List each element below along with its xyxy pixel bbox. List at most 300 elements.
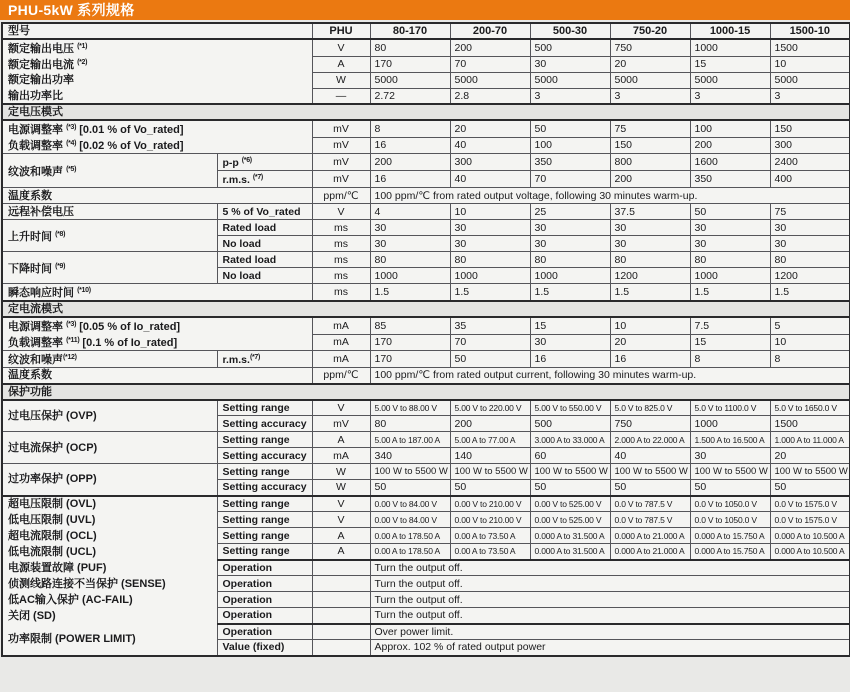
row-label: 上升时间 $^{(*8)}$ bbox=[2, 220, 217, 252]
value-cell: 0.000 A to 15.750 A bbox=[690, 544, 770, 560]
value-cell: 10 bbox=[770, 334, 850, 351]
table-row bbox=[2, 432, 850, 448]
value-cell: 100 bbox=[690, 120, 770, 137]
value-cell: 750 bbox=[610, 416, 690, 432]
value-cell: 5000 bbox=[690, 72, 770, 88]
value-cell: 0.000 A to 10.500 A bbox=[770, 528, 850, 544]
value-cell: 2.72 bbox=[370, 88, 450, 104]
value-cell: 10 bbox=[770, 56, 850, 72]
table-row bbox=[2, 351, 850, 368]
value-cell: 30 bbox=[530, 236, 610, 252]
column-header: 1500-10 bbox=[770, 23, 850, 39]
value-cell: 200 bbox=[370, 154, 450, 171]
value-cell: 20 bbox=[610, 56, 690, 72]
footnote-marker: (*9) bbox=[55, 262, 66, 270]
row-sublabel: Operation bbox=[217, 560, 312, 576]
value-span-cell: Turn the output off. bbox=[370, 560, 850, 576]
row-unit: V bbox=[312, 204, 370, 220]
value-span-cell: Turn the output off. bbox=[370, 576, 850, 592]
row-label: 低AC输入保护 (AC-FAIL) bbox=[2, 592, 217, 608]
row-unit bbox=[312, 608, 370, 624]
value-cell: 20 bbox=[770, 448, 850, 464]
value-cell: 5000 bbox=[450, 72, 530, 88]
table-row bbox=[2, 317, 850, 334]
value-cell: 200 bbox=[450, 416, 530, 432]
value-cell: 15 bbox=[690, 56, 770, 72]
value-cell: 75 bbox=[770, 204, 850, 220]
value-cell: 2.8 bbox=[450, 88, 530, 104]
value-cell: 80 bbox=[610, 252, 690, 268]
row-sublabel: Rated load bbox=[217, 220, 312, 236]
value-cell: 8 bbox=[370, 120, 450, 137]
value-cell: 0.0 V to 1575.0 V bbox=[770, 496, 850, 512]
row-label: 瞬态响应时间 $^{(*10)}$ bbox=[2, 284, 312, 302]
row-label: 纹波和噪声 $^{(*5)}$ bbox=[2, 154, 217, 188]
value-cell: 0.00 A to 73.50 A bbox=[450, 528, 530, 544]
value-cell: 2400 bbox=[770, 154, 850, 171]
value-cell: 1.000 A to 11.000 A bbox=[770, 432, 850, 448]
spec-table-body bbox=[2, 23, 850, 656]
value-cell: 5000 bbox=[530, 72, 610, 88]
table-row bbox=[2, 120, 850, 137]
row-sublabel: p-p $^{(*6)}$ bbox=[217, 154, 312, 171]
value-cell: 70 bbox=[530, 171, 610, 188]
row-sublabel: Setting range bbox=[217, 528, 312, 544]
row-label: 超电压限制 (OVL) bbox=[2, 496, 217, 512]
row-unit: W bbox=[312, 464, 370, 480]
row-unit: mV bbox=[312, 171, 370, 188]
value-cell: 0.0 V to 1575.0 V bbox=[770, 512, 850, 528]
value-cell: 75 bbox=[610, 120, 690, 137]
row-unit: ms bbox=[312, 284, 370, 302]
value-cell: 80 bbox=[770, 252, 850, 268]
title-bar bbox=[0, 0, 850, 20]
row-unit: mV bbox=[312, 137, 370, 154]
column-header: 750-20 bbox=[610, 23, 690, 39]
section-row bbox=[2, 104, 850, 120]
value-cell: 150 bbox=[770, 120, 850, 137]
value-cell: 1000 bbox=[690, 39, 770, 56]
row-label: 过功率保护 (OPP) bbox=[2, 464, 217, 496]
value-cell: 5.0 V to 1650.0 V bbox=[770, 400, 850, 416]
footnote-marker: (*3) bbox=[66, 321, 77, 328]
row-unit: ppm/℃ bbox=[312, 368, 370, 384]
value-cell: 1000 bbox=[690, 416, 770, 432]
row-unit: — bbox=[312, 88, 370, 104]
row-sublabel: Setting range bbox=[217, 512, 312, 528]
row-unit bbox=[312, 560, 370, 576]
value-cell: 50 bbox=[530, 480, 610, 496]
value-cell: 70 bbox=[450, 56, 530, 72]
value-cell: 0.00 A to 73.50 A bbox=[450, 544, 530, 560]
value-cell: 1000 bbox=[690, 268, 770, 284]
value-cell: 50 bbox=[690, 204, 770, 220]
value-cell: 50 bbox=[770, 480, 850, 496]
row-label: 额定输出功率 bbox=[2, 72, 312, 88]
value-cell: 750 bbox=[610, 39, 690, 56]
value-cell: 0.000 A to 21.000 A bbox=[610, 528, 690, 544]
value-cell: 500 bbox=[530, 39, 610, 56]
footnote-marker: (*10) bbox=[77, 287, 91, 294]
footnote-marker: (*4) bbox=[66, 140, 77, 147]
value-cell: 170 bbox=[370, 351, 450, 368]
column-header-model: 型号 bbox=[2, 23, 312, 39]
value-cell: 15 bbox=[530, 317, 610, 334]
value-cell: 500 bbox=[530, 416, 610, 432]
value-cell: 85 bbox=[370, 317, 450, 334]
row-unit bbox=[312, 576, 370, 592]
value-cell: 1000 bbox=[450, 268, 530, 284]
value-cell: 80 bbox=[370, 416, 450, 432]
value-cell: 40 bbox=[450, 137, 530, 154]
row-unit: ms bbox=[312, 268, 370, 284]
value-cell: 0.00 V to 84.00 V bbox=[370, 496, 450, 512]
row-sublabel: Setting range bbox=[217, 432, 312, 448]
value-cell: 80 bbox=[370, 39, 450, 56]
value-cell: 30 bbox=[450, 236, 530, 252]
value-cell: 1200 bbox=[610, 268, 690, 284]
row-sublabel: r.m.s.$^{(*7)}$ bbox=[217, 351, 312, 368]
row-unit bbox=[312, 640, 370, 656]
value-cell: 5.0 V to 825.0 V bbox=[610, 400, 690, 416]
row-unit: mV bbox=[312, 120, 370, 137]
row-label: 低电流限制 (UCL) bbox=[2, 544, 217, 560]
value-cell: 150 bbox=[610, 137, 690, 154]
value-cell: 30 bbox=[370, 220, 450, 236]
value-cell: 5.00 V to 550.00 V bbox=[530, 400, 610, 416]
value-cell: 30 bbox=[610, 236, 690, 252]
table-row bbox=[2, 608, 850, 624]
value-span-cell: Turn the output off. bbox=[370, 608, 850, 624]
row-sublabel: No load bbox=[217, 236, 312, 252]
value-cell: 0.0 V to 787.5 V bbox=[610, 496, 690, 512]
table-row bbox=[2, 592, 850, 608]
footnote-marker: (*7) bbox=[249, 354, 261, 361]
row-unit: W bbox=[312, 72, 370, 88]
row-sublabel: Operation bbox=[217, 608, 312, 624]
row-sublabel: Setting range bbox=[217, 464, 312, 480]
section-header: 保护功能 bbox=[2, 384, 850, 400]
value-cell: 50 bbox=[370, 480, 450, 496]
value-cell: 1.5 bbox=[450, 284, 530, 302]
value-cell: 140 bbox=[450, 448, 530, 464]
value-cell: 5.00 V to 220.00 V bbox=[450, 400, 530, 416]
table-row bbox=[2, 188, 850, 204]
value-cell: 0.00 V to 210.00 V bbox=[450, 512, 530, 528]
row-unit: A bbox=[312, 528, 370, 544]
row-unit: ms bbox=[312, 220, 370, 236]
row-label: 关闭 (SD) bbox=[2, 608, 217, 624]
value-cell: 0.000 A to 31.500 A bbox=[530, 544, 610, 560]
footnote-marker: (*5) bbox=[66, 165, 77, 173]
value-cell: 5.0 V to 1100.0 V bbox=[690, 400, 770, 416]
value-cell: 30 bbox=[450, 220, 530, 236]
value-cell: 30 bbox=[770, 220, 850, 236]
row-label: 过电压保护 (OVP) bbox=[2, 400, 217, 432]
table-row bbox=[2, 496, 850, 512]
spec-table bbox=[1, 22, 850, 657]
value-cell: 1600 bbox=[690, 154, 770, 171]
value-cell: 170 bbox=[370, 334, 450, 351]
value-cell: 15 bbox=[690, 334, 770, 351]
row-unit: ms bbox=[312, 236, 370, 252]
table-row bbox=[2, 137, 850, 154]
value-cell: 80 bbox=[370, 252, 450, 268]
value-cell: 3 bbox=[770, 88, 850, 104]
value-cell: 100 bbox=[530, 137, 610, 154]
value-cell: 30 bbox=[530, 220, 610, 236]
footnote-marker: (*7) bbox=[252, 174, 263, 181]
row-label: 负载调整率 $^{(*4)}$ [0.02 % of Vo_rated] bbox=[2, 137, 312, 154]
row-sublabel: Rated load bbox=[217, 252, 312, 268]
value-cell: 350 bbox=[530, 154, 610, 171]
value-cell: 1.5 bbox=[370, 284, 450, 302]
column-header: 500-30 bbox=[530, 23, 610, 39]
value-cell: 80 bbox=[690, 252, 770, 268]
row-unit: ppm/℃ bbox=[312, 188, 370, 204]
value-cell: 0.000 A to 21.000 A bbox=[610, 544, 690, 560]
value-cell: 16 bbox=[370, 137, 450, 154]
row-label: 纹波和噪声$^{(*12)}$ bbox=[2, 351, 217, 368]
value-cell: 8 bbox=[690, 351, 770, 368]
value-cell: 30 bbox=[690, 236, 770, 252]
value-cell: 200 bbox=[450, 39, 530, 56]
value-cell: 60 bbox=[530, 448, 610, 464]
row-label: 电源调整率 $^{(*3)}$ [0.05 % of Io_rated] bbox=[2, 317, 312, 334]
table-row bbox=[2, 56, 850, 72]
section-header: 定电压模式 bbox=[2, 104, 850, 120]
value-cell: 37.5 bbox=[610, 204, 690, 220]
value-cell: 170 bbox=[370, 56, 450, 72]
value-cell: 5.00 V to 88.00 V bbox=[370, 400, 450, 416]
value-cell: 3 bbox=[690, 88, 770, 104]
row-label: 超电流限制 (OCL) bbox=[2, 528, 217, 544]
row-unit: mV bbox=[312, 416, 370, 432]
value-cell: 16 bbox=[530, 351, 610, 368]
table-row bbox=[2, 560, 850, 576]
row-sublabel: Operation bbox=[217, 576, 312, 592]
value-span-cell: Over power limit. bbox=[370, 624, 850, 640]
value-cell: 10 bbox=[450, 204, 530, 220]
table-row bbox=[2, 23, 850, 39]
value-cell: 100 W to 5500 W bbox=[370, 464, 450, 480]
value-cell: 35 bbox=[450, 317, 530, 334]
row-unit bbox=[312, 624, 370, 640]
value-cell: 40 bbox=[610, 448, 690, 464]
row-sublabel: Setting accuracy bbox=[217, 448, 312, 464]
row-label: 低电压限制 (UVL) bbox=[2, 512, 217, 528]
value-cell: 5000 bbox=[610, 72, 690, 88]
value-cell: 0.00 V to 84.00 V bbox=[370, 512, 450, 528]
value-cell: 16 bbox=[610, 351, 690, 368]
value-cell: 300 bbox=[450, 154, 530, 171]
value-cell: 1500 bbox=[770, 416, 850, 432]
value-span-cell: Turn the output off. bbox=[370, 592, 850, 608]
value-cell: 1000 bbox=[530, 268, 610, 284]
footnote-marker: (*2) bbox=[77, 59, 88, 66]
footnote-marker: (*8) bbox=[55, 230, 66, 238]
value-cell: 50 bbox=[610, 480, 690, 496]
value-cell: 400 bbox=[770, 171, 850, 188]
footnote-marker: (*6) bbox=[241, 157, 252, 164]
column-header: 80-170 bbox=[370, 23, 450, 39]
value-cell: 1500 bbox=[770, 39, 850, 56]
row-unit: mV bbox=[312, 154, 370, 171]
value-cell: 0.000 A to 10.500 A bbox=[770, 544, 850, 560]
row-label: 温度系数 bbox=[2, 368, 312, 384]
column-header: 1000-15 bbox=[690, 23, 770, 39]
value-span-cell: Approx. 102 % of rated output power bbox=[370, 640, 850, 656]
row-unit: mA bbox=[312, 317, 370, 334]
value-cell: 0.0 V to 1050.0 V bbox=[690, 512, 770, 528]
value-cell: 0.00 V to 525.00 V bbox=[530, 496, 610, 512]
value-cell: 800 bbox=[610, 154, 690, 171]
row-label: 电源装置故障 (PUF) bbox=[2, 560, 217, 576]
footnote-marker: (*12) bbox=[63, 354, 77, 361]
section-header: 定电流模式 bbox=[2, 301, 850, 317]
value-cell: 0.00 A to 178.50 A bbox=[370, 544, 450, 560]
value-cell: 80 bbox=[450, 252, 530, 268]
value-span-cell: 100 ppm/℃ from rated output current, following 30 minutes warm-up. bbox=[370, 368, 850, 384]
section-row bbox=[2, 384, 850, 400]
value-cell: 10 bbox=[610, 317, 690, 334]
row-label: 侦测线路连接不当保护 (SENSE) bbox=[2, 576, 217, 592]
value-cell: 50 bbox=[690, 480, 770, 496]
table-row bbox=[2, 204, 850, 220]
row-unit: V bbox=[312, 39, 370, 56]
value-cell: 1000 bbox=[370, 268, 450, 284]
table-row bbox=[2, 400, 850, 416]
footnote-marker: (*1) bbox=[77, 43, 88, 50]
value-cell: 0.0 V to 1050.0 V bbox=[690, 496, 770, 512]
row-unit: W bbox=[312, 480, 370, 496]
row-unit: A bbox=[312, 432, 370, 448]
row-unit: A bbox=[312, 56, 370, 72]
value-cell: 3.000 A to 33.000 A bbox=[530, 432, 610, 448]
footnote-marker: (*3) bbox=[66, 124, 77, 131]
value-cell: 0.0 V to 787.5 V bbox=[610, 512, 690, 528]
row-label: 额定输出电压 $^{(*1)}$ bbox=[2, 39, 312, 56]
value-cell: 50 bbox=[450, 351, 530, 368]
footnote-marker: (*11) bbox=[66, 337, 80, 344]
table-row bbox=[2, 39, 850, 56]
value-cell: 5.00 A to 77.00 A bbox=[450, 432, 530, 448]
value-cell: 1.5 bbox=[530, 284, 610, 302]
value-cell: 100 W to 5500 W bbox=[690, 464, 770, 480]
value-cell: 70 bbox=[450, 334, 530, 351]
row-label: 下降时间 $^{(*9)}$ bbox=[2, 252, 217, 284]
table-row bbox=[2, 528, 850, 544]
row-label: 负载调整率 $^{(*11)}$ [0.1 % of Io_rated] bbox=[2, 334, 312, 351]
row-sublabel: Setting accuracy bbox=[217, 416, 312, 432]
value-cell: 25 bbox=[530, 204, 610, 220]
table-row bbox=[2, 624, 850, 640]
row-unit: V bbox=[312, 400, 370, 416]
row-unit: V bbox=[312, 512, 370, 528]
table-row bbox=[2, 220, 850, 236]
value-cell: 50 bbox=[450, 480, 530, 496]
value-cell: 30 bbox=[530, 334, 610, 351]
value-cell: 40 bbox=[450, 171, 530, 188]
table-row bbox=[2, 284, 850, 302]
value-cell: 50 bbox=[530, 120, 610, 137]
value-cell: 0.000 A to 31.500 A bbox=[530, 528, 610, 544]
row-sublabel: Operation bbox=[217, 592, 312, 608]
table-row bbox=[2, 512, 850, 528]
value-cell: 20 bbox=[450, 120, 530, 137]
value-cell: 1200 bbox=[770, 268, 850, 284]
value-cell: 30 bbox=[610, 220, 690, 236]
value-cell: 5 bbox=[770, 317, 850, 334]
value-cell: 16 bbox=[370, 171, 450, 188]
value-cell: 0.00 A to 178.50 A bbox=[370, 528, 450, 544]
value-cell: 80 bbox=[530, 252, 610, 268]
value-cell: 30 bbox=[690, 220, 770, 236]
row-sublabel: Setting range bbox=[217, 496, 312, 512]
value-cell: 4 bbox=[370, 204, 450, 220]
value-cell: 5000 bbox=[370, 72, 450, 88]
value-span-cell: 100 ppm/℃ from rated output voltage, following 30 minutes warm-up. bbox=[370, 188, 850, 204]
value-cell: 1.5 bbox=[690, 284, 770, 302]
value-cell: 0.000 A to 15.750 A bbox=[690, 528, 770, 544]
row-unit: mA bbox=[312, 448, 370, 464]
value-cell: 1.5 bbox=[770, 284, 850, 302]
row-unit: ms bbox=[312, 252, 370, 268]
table-row bbox=[2, 334, 850, 351]
column-header: 200-70 bbox=[450, 23, 530, 39]
table-row bbox=[2, 154, 850, 171]
value-cell: 1.500 A to 16.500 A bbox=[690, 432, 770, 448]
row-sublabel: Value (fixed) bbox=[217, 640, 312, 656]
value-cell: 3 bbox=[610, 88, 690, 104]
value-cell: 350 bbox=[690, 171, 770, 188]
value-cell: 200 bbox=[610, 171, 690, 188]
row-unit: V bbox=[312, 496, 370, 512]
row-sublabel: Operation bbox=[217, 624, 312, 640]
row-sublabel: 5 % of Vo_rated bbox=[217, 204, 312, 220]
value-cell: 30 bbox=[370, 236, 450, 252]
value-cell: 8 bbox=[770, 351, 850, 368]
row-unit: A bbox=[312, 544, 370, 560]
row-unit bbox=[312, 592, 370, 608]
value-cell: 3 bbox=[530, 88, 610, 104]
value-cell: 100 W to 5500 W bbox=[530, 464, 610, 480]
value-cell: 5000 bbox=[770, 72, 850, 88]
value-cell: 20 bbox=[610, 334, 690, 351]
row-label: 功率限制 (POWER LIMIT) bbox=[2, 624, 217, 656]
row-unit: mA bbox=[312, 334, 370, 351]
row-unit: mA bbox=[312, 351, 370, 368]
value-cell: 2.000 A to 22.000 A bbox=[610, 432, 690, 448]
value-cell: 7.5 bbox=[690, 317, 770, 334]
value-cell: 5.00 A to 187.00 A bbox=[370, 432, 450, 448]
value-cell: 100 W to 5500 W bbox=[770, 464, 850, 480]
value-cell: 0.00 V to 525.00 V bbox=[530, 512, 610, 528]
column-header-unit: PHU bbox=[312, 23, 370, 39]
value-cell: 340 bbox=[370, 448, 450, 464]
value-cell: 30 bbox=[530, 56, 610, 72]
value-cell: 30 bbox=[770, 236, 850, 252]
row-sublabel: r.m.s. $^{(*7)}$ bbox=[217, 171, 312, 188]
row-sublabel: Setting accuracy bbox=[217, 480, 312, 496]
row-label: 额定输出电流 $^{(*2)}$ bbox=[2, 56, 312, 72]
row-label: 温度系数 bbox=[2, 188, 312, 204]
table-row bbox=[2, 252, 850, 268]
table-row bbox=[2, 368, 850, 384]
row-sublabel: No load bbox=[217, 268, 312, 284]
value-cell: 1.5 bbox=[610, 284, 690, 302]
row-label: 输出功率比 bbox=[2, 88, 312, 104]
